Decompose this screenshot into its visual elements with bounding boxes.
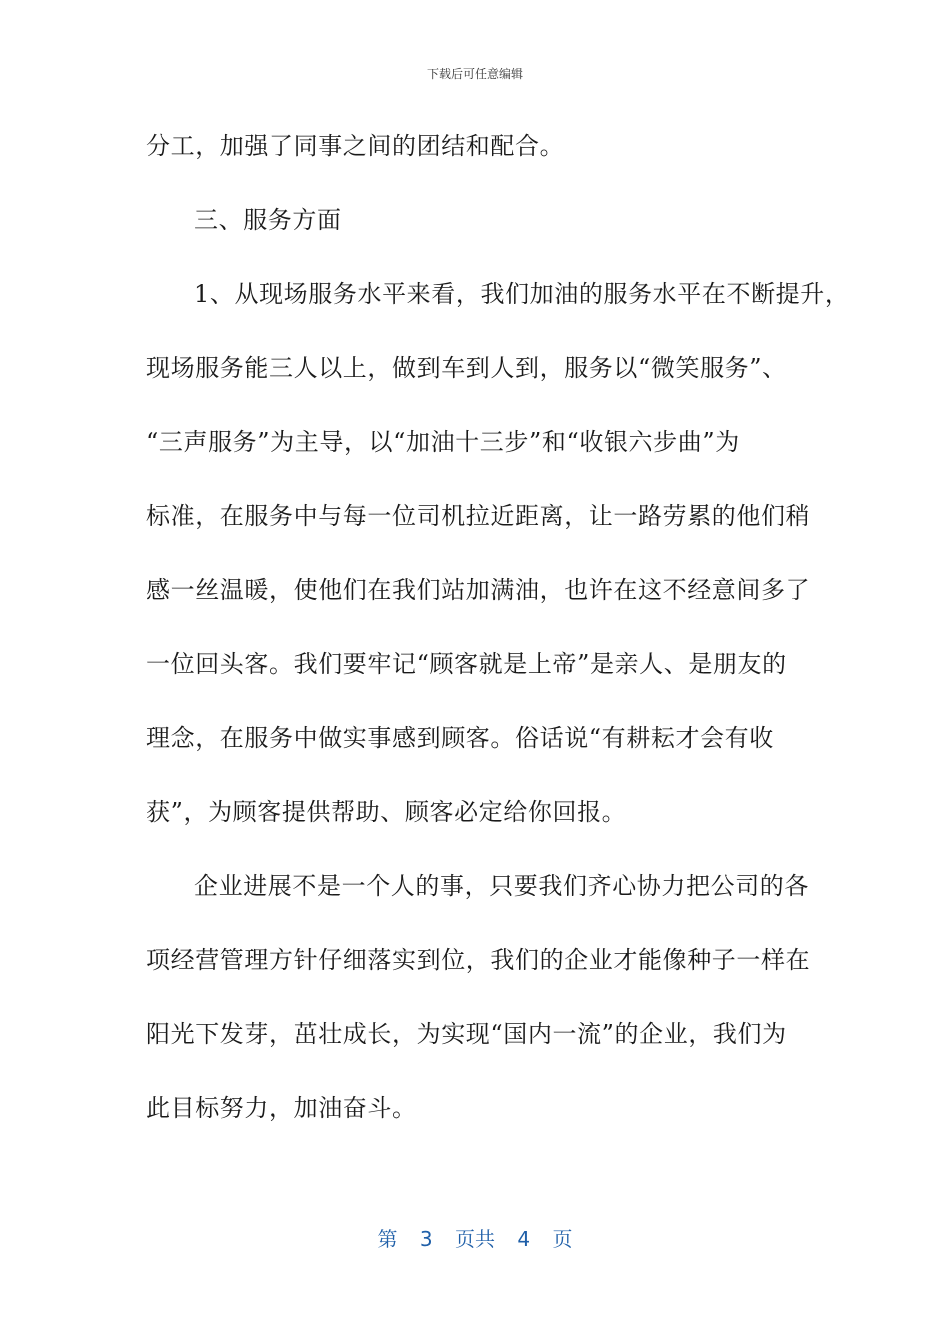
text-line: 标准，在服务中与每一位司机拉近距离，让一路劳累的他们稍 [146,502,811,530]
text-line: “三声服务”为主导，以“加油十三步”和“收银六步曲”为 [146,428,740,456]
text-line: 理念，在服务中做实事感到顾客。俗话说“有耕耘才会有收 [146,724,774,752]
total-page-number: 4 [517,1227,531,1251]
text-line: 感一丝温暖，使他们在我们站加满油，也许在这不经意间多了 [146,576,811,604]
text-line: 分工，加强了同事之间的团结和配合。 [146,132,565,160]
footer-suffix: 页 [552,1227,573,1251]
page-number-footer [0,1226,950,1252]
footer-middle: 页共 [455,1227,495,1251]
text-line: 获”，为顾客提供帮助、顾客必定给你回报。 [146,798,627,826]
text-line: 现场服务能三人以上，做到车到人到，服务以“微笑服务”、 [146,354,787,382]
current-page-number: 3 [419,1227,433,1251]
text-line: 阳光下发芽，茁壮成长，为实现“国内一流”的企业，我们为 [146,1020,787,1048]
section-heading: 三、服务方面 [194,206,342,234]
text-line: 一位回头客。我们要牢记“顾客就是上帝”是亲人、是朋友的 [146,650,787,678]
page-header-note: 下载后可任意编辑 [426,67,523,81]
text-line: 项经营管理方针仔细落实到位，我们的企业才能像种子一样在 [146,946,811,974]
text-line: 企业进展不是一个人的事，只要我们齐心协力把公司的各 [194,872,809,900]
document-body [146,118,850,1154]
footer-prefix: 第 [377,1227,398,1251]
text-line: 1、从现场服务水平来看，我们加油的服务水平在不断提升， [194,280,850,308]
text-line: 此目标努力，加油奋斗。 [146,1094,417,1122]
